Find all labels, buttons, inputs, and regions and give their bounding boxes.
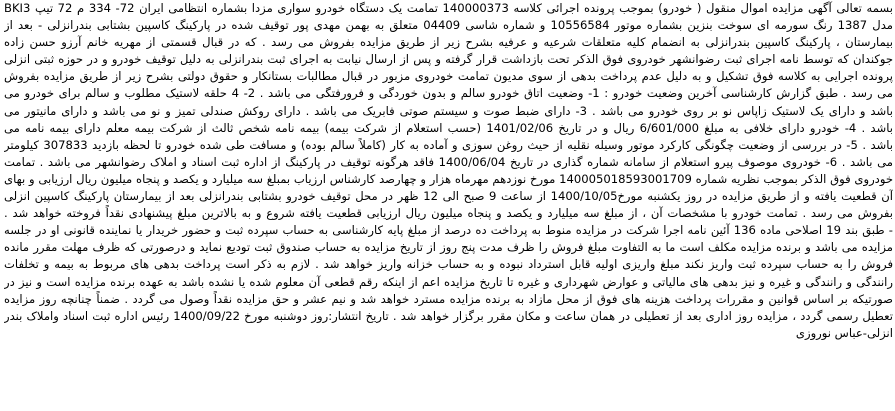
notice-line-10: می باشد . 6- خودروی موصوف پیرو استعلام از سامانه شماره گذاری در تاریخ 1400/06/04 فاقد هرگونه توقیف در پارکینگ از اداره ثبت اسناد و املاک رضوانشهر می باشد . تمامت	[4, 154, 893, 169]
notice-line-2: مدل 1387 رنگ سورمه ای سوخت بنزین بشماره موتور 10556584 و شماره شاسی 04409 متعلق به بهمن مهدی پور توقیف شده در پارکینگ کاسپین بشتابی بندرانزلی - بعد از	[4, 18, 893, 33]
notice-line-19: تعطیل رسمی گردد ، مزایده روز اداری بعد از تعطیلی در همان ساعت و مکان مقرر برگزار خواهد شد . تاریخ انتشار:روز دوشنبه مورخ 1400/09/22 رئیس اداره ثبت اسناد واملاک بندر	[4, 308, 893, 323]
notice-line-8: باشد . 4- خودرو دارای خلافی به مبلغ 6/601/000 ریال و در تاریخ 1401/02/06 (حسب استعلام از شرکت بیمه) بیمه نامه شخص ثالث از شرکت بیمه معلم دارای بیمه نامه می	[4, 120, 893, 135]
notice-line-14: - طبق بند 19 اصلاحی ماده 136 آئین نامه اجرا شرکت در مزایده منوط به پرداخت ده درصد از مبلغ پایه کارشناسی به حساب سپرده ثبت و حضور خریدار یا نماینده قانونی او در جلسه	[4, 223, 893, 238]
notice-line-17: رانندگی و رانندگی و غیره و نیز بدهی های مالیاتی و عوارض شهرداری و غیره تا تاریخ مزایده اعم از اینکه رقم قطعی آن معلوم شده یا نشده باشد به عهده برنده مزایده است و نیز در	[4, 274, 893, 289]
notice-line-20: انزلی-عباس نوروزی	[795, 325, 893, 340]
notice-line-4: جوکندان که توسط نامه اجرای ثبت رضوانشهر خودروی فوق الذکر تحت بازداشت قرار گرفته و پس از ارسال نیابت به اجرای ثبت بندرانزلی به دلیل توقیف خودرو و در حوزه ثبتی انزلی	[4, 52, 893, 67]
notice-line-11: خودروی فوق الذکر بموجب نظریه شماره 14000501859300170​9 مورخ نوزدهم مهرماه هزار و چهارصد کارشناس ارزیاب بمبلغ سه میلیارد و یکصد و پنجاه میلیون ریال ارزیابی و بهای	[4, 171, 893, 186]
notice-line-15: مزایده می باشد و برنده مزایده مکلف است ما به التفاوت مبلغ فروش را ظرف مدت پنج روز از تاریخ مزایده به حساب صندوق ثبت تودیع نماید و درصورتی که ظرف مهلت مقرر مانده	[4, 240, 893, 255]
notice-line-6: می رسد . طبق گزارش کارشناسی آخرین وضعیت خودرو : 1- وضعیت اتاق خودرو سالم و بدون خوردگی و فرورفتگی می باشد . 2- 4 حلقه لاستیک مطلوب و سالم برای خودرو می	[4, 86, 893, 101]
notice-line-16: فروش را به حساب سپرده ثبت واریز نکند مبلغ واریزی اولیه قابل استرداد نبوده و به حساب خزانه واریز خواهد شد . لازم به ذکر است پرداخت بدهی های مربوط به بیمه و تخلفات	[4, 257, 893, 272]
notice-line-3: بیمارستان ، پارکینگ کاسپین بندرانزلی به انضمام کلیه متعلقات شرعیه و عرفیه بشرح زیر از طریق مزایده بفروش می رسد . که در قبال قسمتی از مهریه خانم آرزو حسن زاده	[4, 35, 893, 50]
notice-line-7: باشد و دارای یک لاستیک زاپاس نو بر روی خودرو می باشد . 3- دارای ضبط صوت و سیستم صوتی فابریک می باشد . دارای روکش صندلی تمیز و نو می باشد و دارای مانیتور می	[4, 103, 893, 118]
notice-line-12: آن قطعیت یافته و از طریق مزایده در روز یکشنبه مورخ1400/10/05 از ساعت 9 صبح الی 12 ظهر در محل توقیف خودرو بشتابی بندرانزلی بعد از بیمارستان پارکینگ کاسپین انزلی	[4, 189, 893, 204]
notice-line-9: باشد . 5- در بررسی از وضعیت چگونگی کارکرد موتور وسیله نقلیه از حیث روغن سوزی و آماده به کار (کاملاً سالم بوده) و مسافت طی شده خودرو تا لحظه بازدید 307833 کیلومتر	[4, 137, 893, 152]
notice-line-13: بفروش می رسد . تمامت خودرو با مشخصات آن ، از مبلغ سه میلیارد و یکصد و پنجاه میلیون ریال ارزیابی قطعیت یافته شروع و به بالاترین مبلغ پیشنهادی نقداً فروخته خواهد شد .	[4, 206, 893, 221]
notice-line-1: بسمه تعالی آگهی مزایده اموال منقول ( خودرو) بموجب پرونده اجرائی کلاسه 140000373 تمامت یک دستگاه خودرو سواری مزدا بشماره انتظامی ایران 72- 334 م 72 تیپ BKI3	[4, 1, 893, 15]
notice-line-5: پرونده اجرایی به کلاسه فوق تشکیل و به دلیل عدم پرداخت بدهی از سوی مدیون تمامت خودروی مزبور در قبال مطالبات بستانکار و حقوق دولتی بشرح زیر از طریق مزایده بفروش	[4, 69, 893, 84]
notice-line-18: صورتیکه بر اساس قوانین و مقررات پرداخت هزینه های فوق از محل مازاد به برنده مزایده مسترد خواهد شد و نیم عشر و حق مزایده نقداً وصول می گردد . ضمناً چنانچه روز مزایده	[4, 291, 893, 306]
